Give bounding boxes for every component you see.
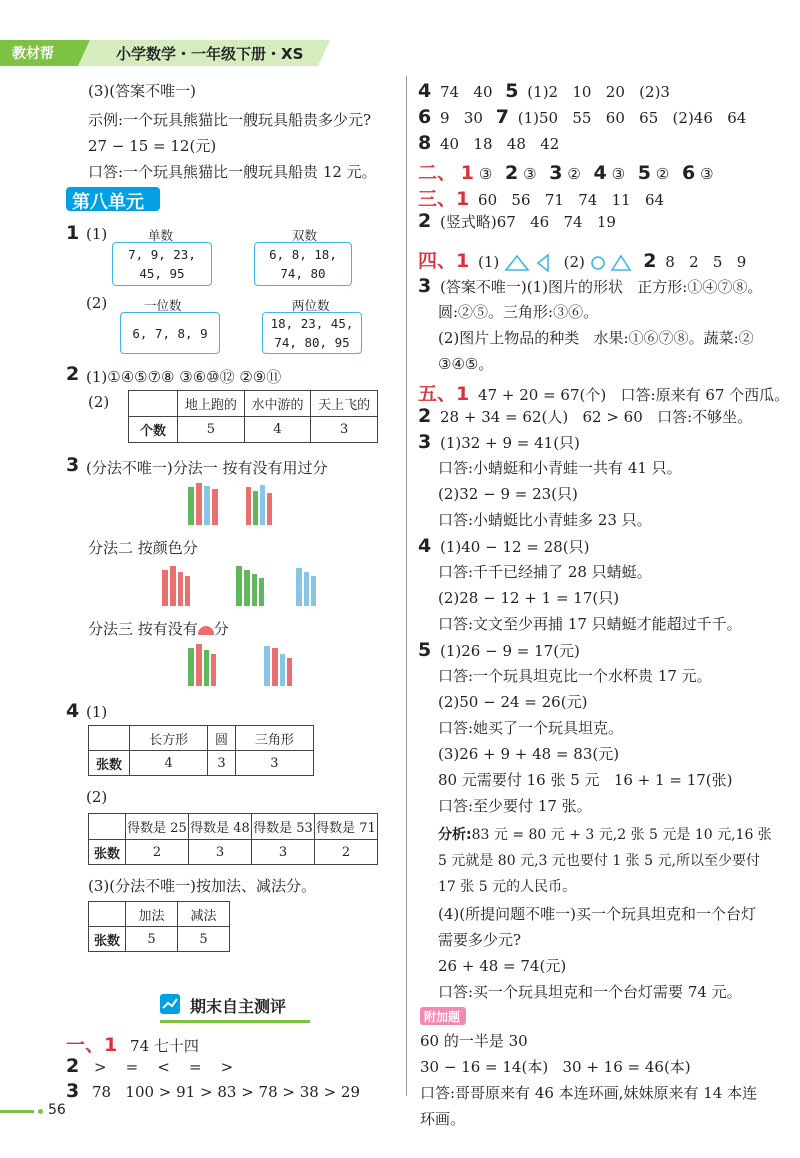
q4-part2: (2): [86, 788, 108, 806]
q3-method2: 分法二 按颜色分: [88, 539, 198, 557]
r-l3-num: 8: [418, 132, 432, 154]
f1-label: 一、: [66, 1034, 105, 1056]
r-l1b-text: (1)2 10 20 (2)3: [527, 83, 670, 101]
q4-t2-th-4: 得数是 71: [315, 814, 378, 840]
q3-method2-group1: [160, 564, 200, 608]
r-s2-v1: ③: [523, 165, 537, 183]
r-s5-5-l5: 80 元需要付 16 张 5 元 16 + 1 = 17(张): [438, 771, 733, 789]
q4-t1-td-1: 4: [130, 751, 208, 776]
r-s5-3-l3: 口答:小蜻蜓比小青蛙多 23 只。: [438, 511, 652, 529]
r-s4-3-l4: ③④⑤。: [438, 355, 494, 373]
r-s5-3-num: 3: [418, 431, 432, 453]
q1-double-label: 双数: [292, 228, 318, 243]
q1-onedigit-label: 一位数: [144, 298, 182, 313]
r-s5-5-l4: (3)26 + 9 + 48 = 83(元): [438, 745, 620, 763]
header-bar: [0, 40, 330, 66]
r-s5-5-t2: 26 + 48 = 74(元): [438, 957, 567, 975]
q2-table: [128, 390, 378, 443]
r-l2b-num: 7: [495, 106, 509, 128]
r-s5-3: [418, 431, 580, 453]
q4-number: 4: [66, 700, 80, 722]
triangle-icon-2: [610, 254, 632, 272]
footer-line: [0, 1110, 34, 1113]
column-divider: [406, 76, 407, 1096]
f1-text: 74 七十四: [130, 1037, 199, 1055]
r-s5-5-l6: 口答:至少要付 17 张。: [438, 797, 592, 815]
left-p3-answer: 口答:一个玩具熊猫比一艘玩具船贵 12 元。: [88, 163, 377, 181]
left-p3-example: 示例:一个玩具熊猫比一艘玩具船贵多少元?: [88, 111, 372, 129]
q4-table3: [88, 901, 230, 952]
r-s5-5-l3: 口答:她买了一个玩具坦克。: [438, 719, 624, 737]
r-s5-5-l2: (2)50 − 24 = 26(元): [438, 693, 588, 711]
q3-method3: [88, 618, 229, 639]
r-s5-5-t1: 需要多少元?: [438, 931, 522, 949]
q4-t1-td-0: 张数: [89, 751, 130, 776]
r-analysis-l1: 5 元就是 80 元,3 元也要付 1 张 5 元,所以至少要付: [438, 853, 760, 869]
r-s2-v4: ②: [655, 165, 670, 183]
r-s2: [418, 158, 714, 185]
r-s2-n2: 3: [549, 162, 563, 184]
r-analysis-l2: 17 张 5 元的人民币。: [438, 879, 577, 895]
trend-icon: [160, 994, 180, 1014]
r-s5-4-l2: (2)28 − 12 + 1 = 17(只): [438, 589, 620, 607]
r-s5-3-l0: (1)32 + 9 = 41(只): [440, 434, 580, 452]
r-s2-n1: 2: [505, 162, 519, 184]
q4-t1-th-3: 三角形: [235, 726, 313, 751]
r-s5-5-l0: (1)26 − 9 = 17(元): [440, 642, 580, 660]
f3-text: 78 100 > 91 > 83 > 78 > 38 > 29: [92, 1083, 360, 1101]
q2-td-1: 5: [178, 417, 245, 443]
q1-number: 1: [66, 222, 80, 244]
r-s5-5: [418, 639, 580, 661]
r-s4-2-text: 8 2 5 9: [665, 253, 747, 271]
r-s4-3: [418, 275, 762, 297]
r-s4-1-p1: (1): [478, 253, 500, 271]
q4-table2: [88, 813, 378, 865]
r-s2-n4: 5: [637, 162, 652, 184]
r-s5-4-l3: 口答:文文至少再捕 17 只蜻蜓才能超过千千。: [438, 615, 742, 633]
f2-row: [66, 1055, 233, 1077]
q3-method1-group1: [186, 483, 226, 527]
q1-double-box: [254, 242, 352, 286]
q3-method3-group2: [262, 644, 302, 688]
q2-td-3: 3: [311, 417, 378, 443]
r-analysis-label: 分析:: [438, 827, 472, 843]
r-s5-5-t3: 口答:买一个玩具坦克和一个台灯需要 74 元。: [438, 983, 742, 1001]
r-l2-text: 9 30: [440, 109, 483, 127]
q3-number: 3: [66, 454, 80, 476]
q4-t2-td-2: 3: [189, 840, 252, 865]
r-s3-2-text: (竖式略)67 46 74 19: [440, 213, 616, 231]
left-triangle-icon: [535, 253, 551, 273]
q1-onedigit-values: 6, 7, 8, 9: [132, 325, 208, 341]
q3-method3-suffix: 分: [213, 620, 229, 638]
final-title: 期末自主测评: [190, 997, 287, 1016]
r-s3-1-text: 60 56 71 74 11 64: [478, 191, 665, 209]
final-title-icon: [160, 994, 180, 1014]
r-extra-l3: 环画。: [420, 1110, 466, 1128]
q3-method2-group3: [294, 564, 326, 608]
r-s5-2-num: 2: [418, 405, 432, 427]
r-extra-l2: 口答:哥哥原来有 46 本连环画,妹妹原来有 14 本连: [420, 1084, 758, 1102]
q2-th-1: 地上跑的: [178, 391, 245, 417]
r-s4-1-p2: (2): [563, 253, 585, 271]
q4-t2-th-2: 得数是 48: [189, 814, 252, 840]
r-s5-4: [418, 535, 589, 557]
r-l3-text: 40 18 48 42: [440, 135, 560, 153]
f1-row: [66, 1030, 199, 1057]
r-s4-3-l2: 圆:②⑤。三角形:③⑥。: [438, 303, 599, 321]
r-s5-1-num: 1: [456, 383, 470, 405]
r-s3-2: [418, 210, 616, 232]
r-s4-3-l3: (2)图片上物品的种类 水果:①⑥⑦⑧。蔬菜:②: [438, 329, 754, 347]
r-s5-3-l2: (2)32 − 9 = 23(只): [438, 485, 578, 503]
q2-part2: (2): [88, 393, 110, 411]
r-extra-l0: 60 的一半是 30: [420, 1032, 528, 1050]
r-s5-3-l1: 口答:小蜻蜓和小青蛙一共有 41 只。: [438, 459, 682, 477]
f2-number: 2: [66, 1055, 80, 1077]
f3-number: 3: [66, 1080, 80, 1102]
r-s5-5-num: 5: [418, 639, 432, 661]
r-s5-1: [418, 379, 789, 406]
r-s2-v2: ②: [567, 165, 581, 183]
q4-part1: (1): [86, 703, 108, 721]
page-number: 56: [48, 1102, 66, 1118]
eraser-icon: [198, 626, 214, 635]
r-analysis-1: [438, 824, 772, 844]
q1-part1: (1): [86, 225, 108, 243]
r-s4-2-num: 2: [643, 250, 657, 272]
q4-t1-td-2: 3: [208, 751, 235, 776]
r-s4-3-l1: (答案不唯一)(1)图片的形状 正方形:①④⑦⑧。: [440, 278, 763, 296]
r-s5-5-l1: 口答:一个玩具坦克比一个水杯贵 17 元。: [438, 667, 712, 685]
r-s4-3-num: 3: [418, 275, 432, 297]
r-l1-text: 74 40: [440, 83, 493, 101]
r-s5-5-t0: (4)(所提问题不唯一)买一个玩具坦克和一个台灯: [438, 905, 756, 923]
q2-td-0: 个数: [129, 417, 178, 443]
q4-t1-th-1: 长方形: [130, 726, 208, 751]
circle-icon: [590, 255, 606, 271]
q4-t3-td-2: 5: [178, 927, 230, 952]
q1-double-values: 6, 8, 18, 74, 80: [269, 247, 337, 281]
q4-t2-th-1: 得数是 25: [126, 814, 189, 840]
r-s3-1: [418, 184, 664, 211]
q4-t2-th-3: 得数是 53: [252, 814, 315, 840]
r-s3-1-num: 1: [456, 188, 470, 210]
f1-number: 1: [104, 1034, 118, 1056]
f2-text: > = < = >: [94, 1058, 234, 1076]
q4-t1-td-3: 3: [235, 751, 313, 776]
r-line2: [418, 106, 746, 128]
f3-row: [66, 1080, 360, 1102]
q3-line1: (分法不唯一)分法一 按有没有用过分: [86, 459, 328, 477]
unit8-title: 第八单元: [72, 192, 144, 213]
r-s5-4-l1: 口答:千千已经捕了 28 只蜻蜓。: [438, 563, 652, 581]
r-l1b-num: 5: [505, 80, 519, 102]
q3-method1-group2: [244, 483, 278, 527]
q4-t3-td-0: 张数: [89, 927, 126, 952]
r-s2-n5: 6: [682, 162, 696, 184]
q4-t2-th-0: [89, 814, 126, 840]
footer-dot: [38, 1109, 43, 1114]
r-s2-v3: ③: [611, 165, 626, 183]
q4-part3: (3)(分法不唯一)按加法、减法分。: [88, 877, 316, 895]
left-p3-label: (3)(答案不唯一): [88, 82, 196, 100]
r-s2-n3: 4: [593, 162, 607, 184]
q2-th-0: [129, 391, 178, 417]
triangle-icon: [504, 254, 530, 272]
q1-part2: (2): [86, 294, 108, 312]
r-l1-num: 4: [418, 80, 432, 102]
q2-line1: (1)①④⑤⑦⑧ ③⑥⑩⑫ ②⑨⑪: [86, 368, 282, 386]
q2-th-2: 水中游的: [244, 391, 311, 417]
q4-t1-th-0: [89, 726, 130, 751]
q2-td-2: 4: [244, 417, 311, 443]
header-title: 小学数学・一年级下册・XS: [116, 45, 304, 63]
r-l2b-text: (1)50 55 60 65 (2)46 64: [517, 109, 747, 127]
r-s4-1-num: 1: [456, 250, 470, 272]
r-s5-2-text: 28 + 34 = 62(人) 62 > 60 口答:不够坐。: [440, 408, 753, 426]
r-s2-v0: ③: [478, 165, 493, 183]
header-badge: 教材帮: [12, 46, 54, 62]
q4-t2-td-1: 2: [126, 840, 189, 865]
q1-twodigit-label: 两位数: [292, 298, 330, 313]
q1-twodigit-box: [262, 312, 362, 354]
q4-t3-td-1: 5: [126, 927, 178, 952]
r-s4-label: 四、: [418, 250, 457, 272]
r-s3-label: 三、: [418, 188, 457, 210]
left-p3-eq: 27 − 15 = 12(元): [88, 137, 217, 155]
q1-twodigit-values: 18, 23, 45, 74, 80, 95: [270, 316, 354, 350]
r-s2-v5: ③: [700, 165, 714, 183]
extra-tag-text: 附加题: [424, 1010, 461, 1024]
q1-single-values: 7, 9, 23, 45, 95: [128, 247, 196, 281]
q4-table1: [88, 725, 314, 776]
q1-onedigit-box: [120, 312, 220, 354]
q4-t2-td-3: 3: [252, 840, 315, 865]
q4-t1-th-2: 圆: [208, 726, 235, 751]
q2-th-3: 天上飞的: [311, 391, 378, 417]
q1-single-box: [112, 242, 212, 286]
q3-method3-group1: [186, 644, 226, 688]
r-l2-num: 6: [418, 106, 432, 128]
q4-t3-th-0: [89, 902, 126, 927]
r-s5-1-text: 47 + 20 = 67(个) 口答:原来有 67 个西瓜。: [478, 386, 790, 404]
r-line3: [418, 132, 559, 154]
r-s3-2-num: 2: [418, 210, 432, 232]
r-s5-4-l0: (1)40 − 12 = 28(只): [440, 538, 590, 556]
r-s2-label: 二、: [418, 162, 457, 184]
q2-number: 2: [66, 363, 80, 385]
q4-t3-th-2: 减法: [178, 902, 230, 927]
r-extra-l1: 30 − 16 = 14(本) 30 + 16 = 46(本): [420, 1058, 691, 1076]
q1-single-label: 单数: [148, 228, 174, 243]
q4-t2-td-4: 2: [315, 840, 378, 865]
r-s5-4-num: 4: [418, 535, 432, 557]
r-s2-n0: 1: [460, 162, 475, 184]
q3-method2-group2: [234, 564, 270, 608]
r-s4-1: [418, 246, 746, 273]
r-analysis-l0: 83 元 = 80 元 + 3 元,2 张 5 元是 10 元,16 张: [471, 827, 772, 843]
r-line1: [418, 80, 670, 102]
q4-t3-th-1: 加法: [126, 902, 178, 927]
q4-t2-td-0: 张数: [89, 840, 126, 865]
q3-method3-text: 分法三 按有没有: [88, 620, 198, 638]
r-s5-2: [418, 405, 752, 427]
r-s5-label: 五、: [418, 383, 457, 405]
